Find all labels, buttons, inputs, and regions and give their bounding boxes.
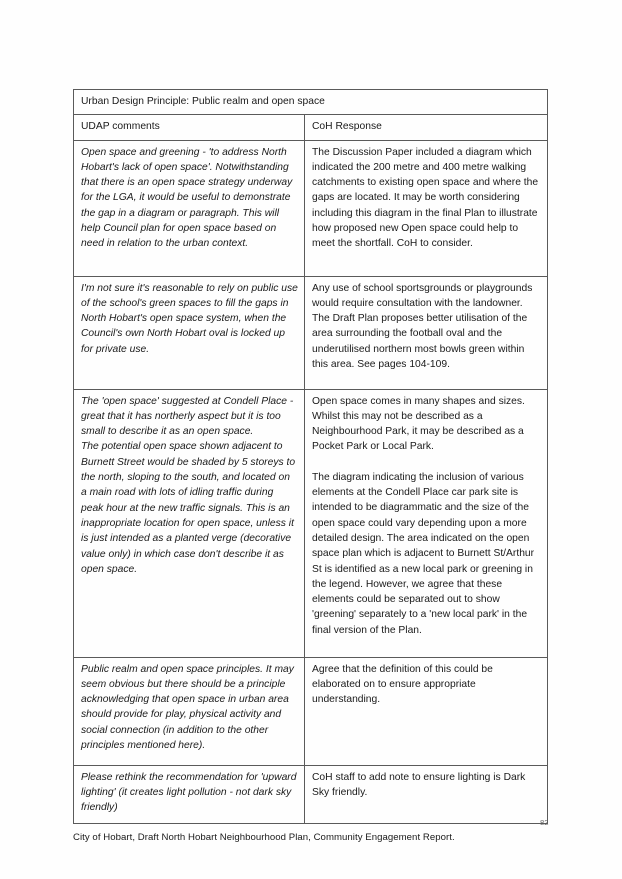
paragraph: The diagram indicating the inclusion of various elements at the Condell Place car park site is intended to be diagrammatic and the size of the open space could vary depending upon a more detailed design. The area indicated on the open space plan which is adjacent to Burnett St/Arthur St is identified as a new local park or greening in the legend. However, we agree that these elements could be separated out to show 'greening' separately to a 'new local park' in the final version of the Plan. bbox=[312, 471, 535, 636]
paragraph: Any use of school sportsgrounds or playgrounds would require consultation with the landowner. bbox=[312, 282, 533, 309]
table-row bbox=[74, 140, 548, 276]
table-row-column-headers bbox=[74, 115, 548, 140]
paragraph: Public realm and open space principles. It may seem obvious but there should be a principle acknowledging that open space in urban area should provide for play, physical activity and social connection (in addition to the other principles mentioned here). bbox=[81, 663, 294, 752]
udap-comment-cell bbox=[74, 389, 305, 657]
paragraph: Agree that the definition of this could be elaborated on to ensure appropriate understanding. bbox=[312, 663, 493, 706]
udap-comment-cell bbox=[74, 276, 305, 389]
column-header-udap-comments: UDAP comments bbox=[74, 115, 305, 140]
coh-response-cell bbox=[305, 389, 548, 657]
paragraph: Open space and greening - 'to address North Hobart's lack of open space'. Notwithstanding that there is an open space strategy underway for the LGA, it would be useful to demonstrate the gap in a diagram or paragraph. This will help Council plan for open space based on need in relation to the urban context. bbox=[81, 146, 293, 250]
paragraph: The Draft Plan proposes better utilisation of the area surrounding the football oval and the underutilised northern most bowls green within this area. See pages 104-109. bbox=[312, 313, 528, 371]
principle-heading: Urban Design Principle: Public realm and open space bbox=[74, 90, 548, 115]
paragraph: CoH staff to add note to ensure lighting is Dark Sky friendly. bbox=[312, 771, 526, 798]
udap-comment-cell bbox=[74, 765, 305, 823]
paragraph: Open space comes in many shapes and sizes. Whilst this may not be described as a Neighbourhood Park, it may be described as a Pocket Park or Local Park. bbox=[312, 395, 525, 453]
coh-response-cell bbox=[305, 765, 548, 823]
udap-comments-table bbox=[73, 89, 548, 824]
table-row bbox=[74, 765, 548, 823]
paragraph: The 'open space' suggested at Condell Place - great that it has northerly aspect but it is too small to describe it as an open space. bbox=[81, 395, 294, 438]
table-row-principle-heading bbox=[74, 90, 548, 115]
table-row bbox=[74, 276, 548, 389]
table-row bbox=[74, 657, 548, 765]
coh-response-cell bbox=[305, 140, 548, 276]
table-row bbox=[74, 389, 548, 657]
paragraph: The Discussion Paper included a diagram which indicated the 200 metre and 400 metre walking catchments to existing open space and where the gaps are located. It may be worth considering including this diagram in the final Plan to illustrate how proposed new Open space could help to meet the shortfall. CoH to consider. bbox=[312, 146, 539, 250]
paragraph: The potential open space shown adjacent to Burnett Street would be shaded by 5 storeys to the north, sloping to the south, and located on a main road with lots of idling traffic during peak hour at the new traffic signals. This is an inappropriate location for open space, unless it is just intended as a planted verge (decorative value only) in which case don't describe it as open space. bbox=[81, 441, 296, 575]
coh-response-cell bbox=[305, 657, 548, 765]
udap-comment-cell bbox=[74, 657, 305, 765]
coh-response-cell bbox=[305, 276, 548, 389]
page-number: 82 bbox=[540, 818, 549, 827]
paragraph: Please rethink the recommendation for 'upward lighting' (it creates light pollution - not dark sky friendly) bbox=[81, 771, 297, 814]
column-header-coh-response: CoH Response bbox=[305, 115, 548, 140]
udap-comment-cell bbox=[74, 140, 305, 276]
paragraph: I'm not sure it's reasonable to rely on public use of the school's green spaces to fill the gaps in North Hobart's open space system, when the Council's own North Hobart oval is locked up for private use. bbox=[81, 282, 298, 355]
footer-text: City of Hobart, Draft North Hobart Neighbourhood Plan, Community Engagement Report. bbox=[73, 832, 455, 843]
